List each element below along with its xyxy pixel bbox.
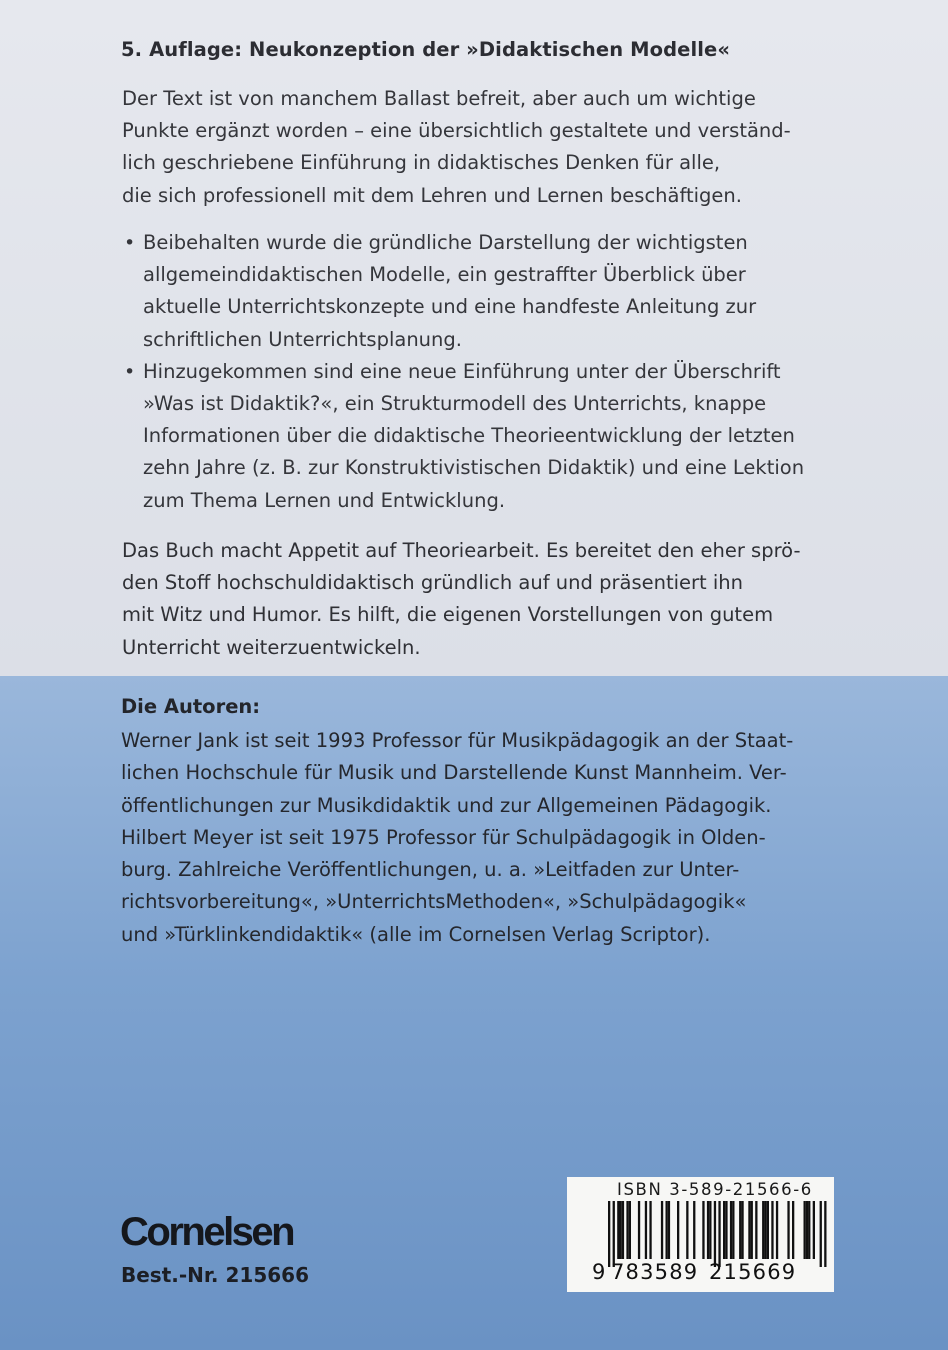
barcode-bar — [617, 1201, 619, 1259]
barcode-bar — [806, 1201, 808, 1259]
barcode-bar — [638, 1201, 640, 1259]
text-line: die sich professionell mit dem Lehren und Lernen beschäftigen. — [122, 183, 742, 207]
barcode-bar — [686, 1201, 688, 1259]
barcode-guard-bar — [824, 1201, 826, 1267]
text-line: Hilbert Meyer ist seit 1975 Professor für Schulpädagogik in Olden- — [121, 825, 766, 849]
barcode-bar — [629, 1201, 631, 1259]
text-line: Der Text ist von manchem Ballast befreit, aber auch um wichtige — [122, 87, 756, 110]
barcode-bar — [808, 1201, 810, 1259]
text-line: und »Türklinkendidaktik« (alle im Cornelsen Verlag Scriptor). — [121, 922, 711, 946]
authors-heading: Die Autoren: — [121, 695, 261, 718]
barcode-bar — [620, 1201, 622, 1259]
text-line: Werner Jank ist seit 1993 Professor für Musikpädagogik an der Staat- — [121, 729, 794, 752]
barcode-guard-bar — [608, 1201, 610, 1267]
barcode-label — [567, 1177, 834, 1292]
text-line: richtsvorbereitung«, »UnterrichtsMethoden«, »Schulpädagogik« — [121, 890, 747, 914]
authors-paragraph — [121, 725, 793, 951]
bullet-marker: • — [124, 232, 136, 254]
publisher-logo: Cornelsen — [120, 1210, 294, 1254]
barcode-bar — [732, 1201, 734, 1259]
text-line: Punkte ergänzt worden – eine übersichtlich gestaltete und verständ- — [122, 119, 791, 143]
barcode-bar — [748, 1201, 750, 1259]
text-line: lichen Hochschule für Musik und Darstellende Kunst Mannheim. Ver- — [121, 761, 787, 785]
text-line: Unterricht weiterzuentwickeln. — [122, 635, 421, 659]
text-line: den Stoff hochschuldidaktisch gründlich auf und präsentiert ihn — [122, 571, 744, 595]
ean-first-digit: 9 — [592, 1260, 607, 1284]
closing-paragraph — [122, 535, 801, 664]
barcode-bar — [739, 1201, 741, 1259]
barcode-bar — [776, 1201, 778, 1259]
ean-right-digits: 215669 — [709, 1260, 797, 1284]
barcode-bar — [767, 1201, 769, 1259]
feature-list — [122, 227, 804, 517]
barcode-bar — [741, 1201, 743, 1259]
barcode-bar — [787, 1201, 789, 1259]
barcode-bar — [771, 1201, 773, 1259]
text-line: aktuelle Unterrichtskonzepte und eine handfeste Anleitung zur — [143, 295, 757, 319]
barcode-guard-bar — [820, 1201, 822, 1267]
barcode-bar — [622, 1201, 624, 1259]
text-line: burg. Zahlreiche Veröffentlichungen, u. a. »Leitfaden zur Unter- — [121, 858, 740, 882]
text-line: zehn Jahre (z. B. zur Konstruktivistischen Didaktik) und eine Lektion — [143, 456, 805, 480]
isbn-text: ISBN 3-589-21566-6 — [617, 1180, 813, 1199]
text-line: Hinzugekommen sind eine neue Einführung unter der Überschrift — [143, 359, 781, 383]
barcode-bar — [764, 1201, 766, 1259]
barcode-bar — [709, 1201, 711, 1259]
text-line: Informationen über die didaktische Theorieentwicklung der letzten — [143, 424, 795, 448]
barcode-guard-bar — [714, 1201, 716, 1267]
order-number: Best.-Nr. 215666 — [121, 1263, 309, 1287]
ean-left-digits: 783589 — [611, 1260, 699, 1284]
barcode-bar — [813, 1201, 815, 1259]
list-item — [122, 356, 804, 517]
text-line: Das Buch macht Appetit auf Theoriearbeit. Es bereitet den eher sprö- — [122, 539, 801, 562]
barcode-bar — [626, 1201, 628, 1259]
barcode-bar — [666, 1201, 668, 1259]
barcode-bar — [661, 1201, 663, 1259]
barcode-bar — [723, 1201, 725, 1259]
barcode-bar — [649, 1201, 651, 1259]
bullet-marker: • — [124, 360, 136, 383]
text-line: öffentlichungen zur Musikdidaktik und zur Allgemeinen Pädagogik. — [121, 793, 772, 817]
barcode-bar — [730, 1201, 732, 1259]
text-line: zum Thema Lernen und Entwicklung. — [143, 488, 506, 512]
barcode-bar — [762, 1201, 764, 1259]
edition-heading: 5. Auflage: Neukonzeption der »Didaktischen Modelle« — [121, 38, 731, 61]
text-line: Beibehalten wurde die gründliche Darstellung der wichtigsten — [143, 231, 748, 254]
text-line: lich geschriebene Einführung in didaktisches Denken für alle, — [122, 151, 721, 175]
list-item — [122, 227, 804, 356]
barcode-guard-bar — [718, 1201, 720, 1267]
text-line: mit Witz und Humor. Es hilft, die eigenen Vorstellungen von gutem — [122, 603, 774, 627]
barcode-bar — [677, 1201, 679, 1259]
barcode-bar — [707, 1201, 709, 1259]
text-line: schriftlichen Unterrichtsplanung. — [143, 327, 462, 351]
intro-paragraph — [122, 83, 791, 212]
barcode-bar — [668, 1201, 670, 1259]
text-line: »Was ist Didaktik?«, ein Strukturmodell des Unterrichts, knappe — [143, 392, 767, 416]
barcode-bar — [804, 1201, 806, 1259]
barcode-guard-bar — [613, 1201, 615, 1267]
barcode-bar — [755, 1201, 757, 1259]
text-line: allgemeindidaktischen Modelle, ein gestraffter Überblick über — [143, 263, 746, 287]
barcode-bar — [702, 1201, 704, 1259]
barcode-bar — [693, 1201, 695, 1259]
barcode-bar — [725, 1201, 727, 1259]
barcode-bar — [751, 1201, 753, 1259]
barcode-bar — [645, 1201, 647, 1259]
barcode-bar — [792, 1201, 794, 1259]
